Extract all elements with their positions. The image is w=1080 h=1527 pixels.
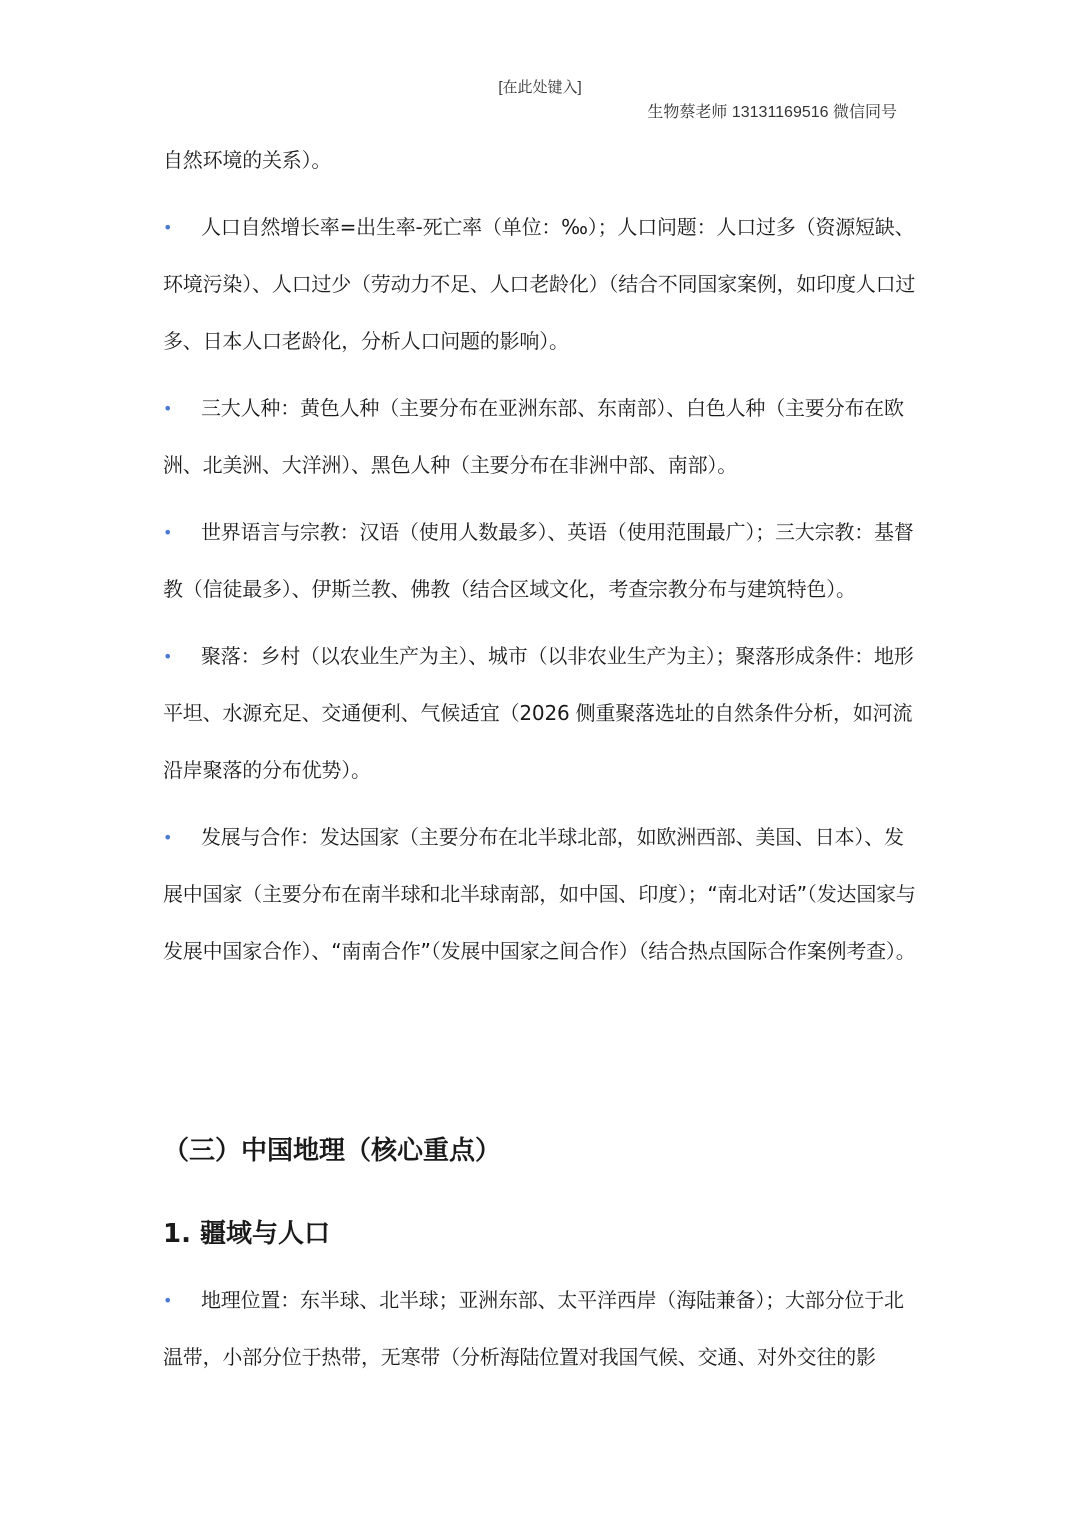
bullet-icon: •: [163, 523, 173, 542]
list-item-text: 发展与合作：发达国家（主要分布在北半球北部，如欧洲西部、美国、日本）、发展中国家（主要分布在南半球和北半球南部，如中国、印度）；“南北对话”（发达国家与发展中国家合作）、“南南合作”（发展中国家之间合作）（结合热点国际合作案例考查）。: [163, 825, 916, 963]
list-item: [163, 628, 918, 799]
list-item-text: 人口自然增长率=出生率-死亡率（单位：‰）；人口问题：人口过多（资源短缺、环境污染）、人口过少（劳动力不足、人口老龄化）（结合不同国家案例，如印度人口过多、日本人口老龄化，分析人口问题的影响）。: [163, 215, 916, 353]
continued-paragraph: 自然环境的关系）。: [163, 148, 332, 172]
bullet-icon: •: [163, 399, 173, 418]
bullet-icon: •: [163, 647, 173, 666]
list-item-text: 地理位置：东半球、北半球；亚洲东部、太平洋西岸（海陆兼备）；大部分位于北温带，小部分位于热带，无寒带（分析海陆位置对我国气候、交通、对外交往的影: [163, 1288, 904, 1369]
list-item-text: 世界语言与宗教：汉语（使用人数最多）、英语（使用范围最广）；三大宗教：基督教（信徒最多）、伊斯兰教、佛教（结合区域文化，考查宗教分布与建筑特色）。: [163, 520, 914, 601]
bullet-icon: •: [163, 218, 173, 237]
bullet-icon: •: [163, 828, 173, 847]
content-block-b: [163, 1272, 918, 1386]
subsection-heading: 1. 疆域与人口: [163, 1219, 331, 1249]
list-item: [163, 1272, 918, 1386]
list-item-text: 聚落：乡村（以农业生产为主）、城市（以非农业生产为主）；聚落形成条件：地形平坦、水源充足、交通便利、气候适宜（2026 侧重聚落选址的自然条件分析，如河流沿岸聚落的分布优势）。: [163, 644, 914, 782]
list-item: [163, 504, 918, 618]
header-placeholder: [在此处键入]: [498, 79, 582, 96]
list-item-text: 三大人种：黄色人种（主要分布在亚洲东部、东南部）、白色人种（主要分布在欧洲、北美洲、大洋洲）、黑色人种（主要分布在非洲中部、南部）。: [163, 396, 904, 477]
content-block-a: [163, 132, 918, 980]
section-heading: （三）中国地理（核心重点）: [163, 1136, 502, 1166]
list-item: [163, 809, 918, 980]
list-item: [163, 380, 918, 494]
list-item: [163, 199, 918, 370]
header-contact: 生物蔡老师 13131169516 微信同号: [647, 104, 897, 121]
bullet-icon: •: [163, 1291, 173, 1310]
